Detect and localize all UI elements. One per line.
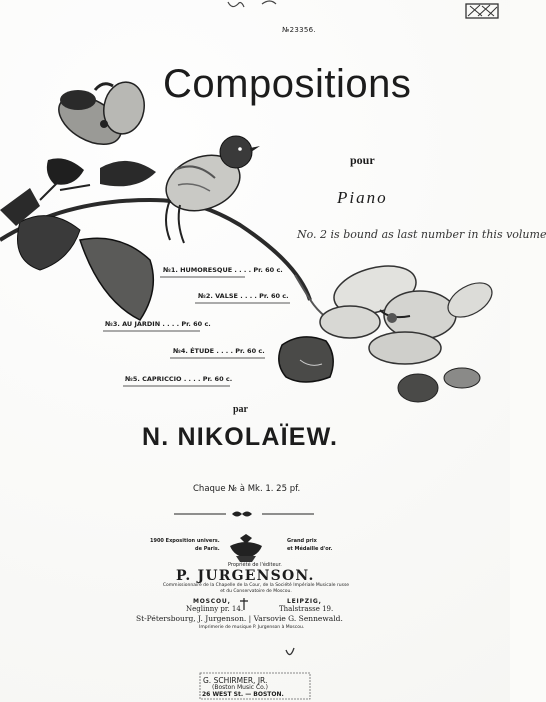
commission-line: et du Conservatoire de Moscou. <box>220 589 292 594</box>
imperial-eagle-icon <box>230 534 262 562</box>
piece-item: №4. ÉTUDE . . . . Pr. 60 c. <box>173 347 265 355</box>
address-left: Neglinny pr. 14. <box>186 605 244 613</box>
commission-line: Commissionnaire de la Chapelle de la Cour, de la Société Impériale Musicale russe <box>162 583 350 588</box>
composer-name: N. NIKOLAÏEW. <box>142 423 339 451</box>
piece-item: №1. HUMORESQUE . . . . Pr. 60 c. <box>163 266 283 274</box>
subtitle-pour: pour <box>350 153 375 167</box>
piece-number: №2. <box>198 292 213 300</box>
piece-number: №1. <box>163 266 178 274</box>
flower-right <box>320 258 498 402</box>
subtitle-instrument: Piano <box>337 188 388 207</box>
piece-title: ÉTUDE <box>190 347 215 355</box>
dealer-stamp-line: G. SCHIRMER, JR. <box>203 676 268 685</box>
commission-note <box>141 583 371 595</box>
pencil-mark <box>286 648 294 655</box>
city-right: LEIPZIG, <box>287 598 322 605</box>
piece-price: Pr. 60 c. <box>202 375 233 383</box>
flower-top-left <box>51 79 149 154</box>
exposition-note <box>150 537 220 553</box>
imprint-line: Imprimerie de musique P. Jurgenson à Moscou. <box>199 625 305 630</box>
corner-stamp-mark <box>466 4 498 18</box>
piece-item: №2. VALSE . . . . Pr. 60 c. <box>198 292 289 300</box>
handwritten-note: No. 2 is bound as last number in this volume <box>297 228 546 241</box>
branches-line: St-Pétersbourg, J. Jurgenson. | Varsovie G. Sennewald. <box>136 614 343 623</box>
piece-title: HUMORESQUE <box>180 266 233 274</box>
piece-title: AU JARDIN <box>122 320 161 328</box>
exposition-line: 1900 Exposition univers. <box>150 538 220 544</box>
piece-number: №5. <box>125 375 140 383</box>
prize-line: Grand prix <box>287 538 317 544</box>
piece-title: VALSE <box>215 292 238 300</box>
dealer-stamp-line: 26 WEST St. — BOSTON. <box>202 691 284 698</box>
prize-note <box>287 537 332 553</box>
piece-number: №4. <box>173 347 188 355</box>
plate-number: №23356. <box>282 26 316 34</box>
page-title: Compositions <box>163 62 412 106</box>
exposition-line: de Paris. <box>195 546 220 552</box>
piece-price: Pr. 60 c. <box>259 292 289 300</box>
leaves-left <box>0 158 156 320</box>
prize-line: et Médaille d'or. <box>287 546 333 552</box>
piece-item: №5. CAPRICCIO . . . . Pr. 60 c. <box>125 375 233 383</box>
piece-number: №3. <box>105 320 120 328</box>
property-note: Propriété de l'éditeur. <box>228 562 282 568</box>
pencil-scribble-top <box>228 1 276 7</box>
publisher-name: P. JURGENSON. <box>176 568 315 584</box>
city-left: MOSCOU, <box>193 598 231 605</box>
piece-price: Pr. 60 c. <box>181 320 211 328</box>
piece-title: CAPRICCIO <box>142 375 182 383</box>
piece-price: Pr. 60 c. <box>235 347 265 355</box>
by-label: par <box>233 404 248 415</box>
dealer-stamp-line: (Boston Music Co.) <box>212 684 268 691</box>
piece-price: Pr. 60 c. <box>253 266 283 274</box>
address-right: Thalstrasse 19. <box>279 605 334 613</box>
price-note: Chaque № à Mk. 1. 25 pf. <box>193 484 301 494</box>
piece-item: №3. AU JARDIN . . . . Pr. 60 c. <box>105 320 211 328</box>
leaf-middle <box>279 337 333 382</box>
ornament-rule <box>174 512 314 517</box>
